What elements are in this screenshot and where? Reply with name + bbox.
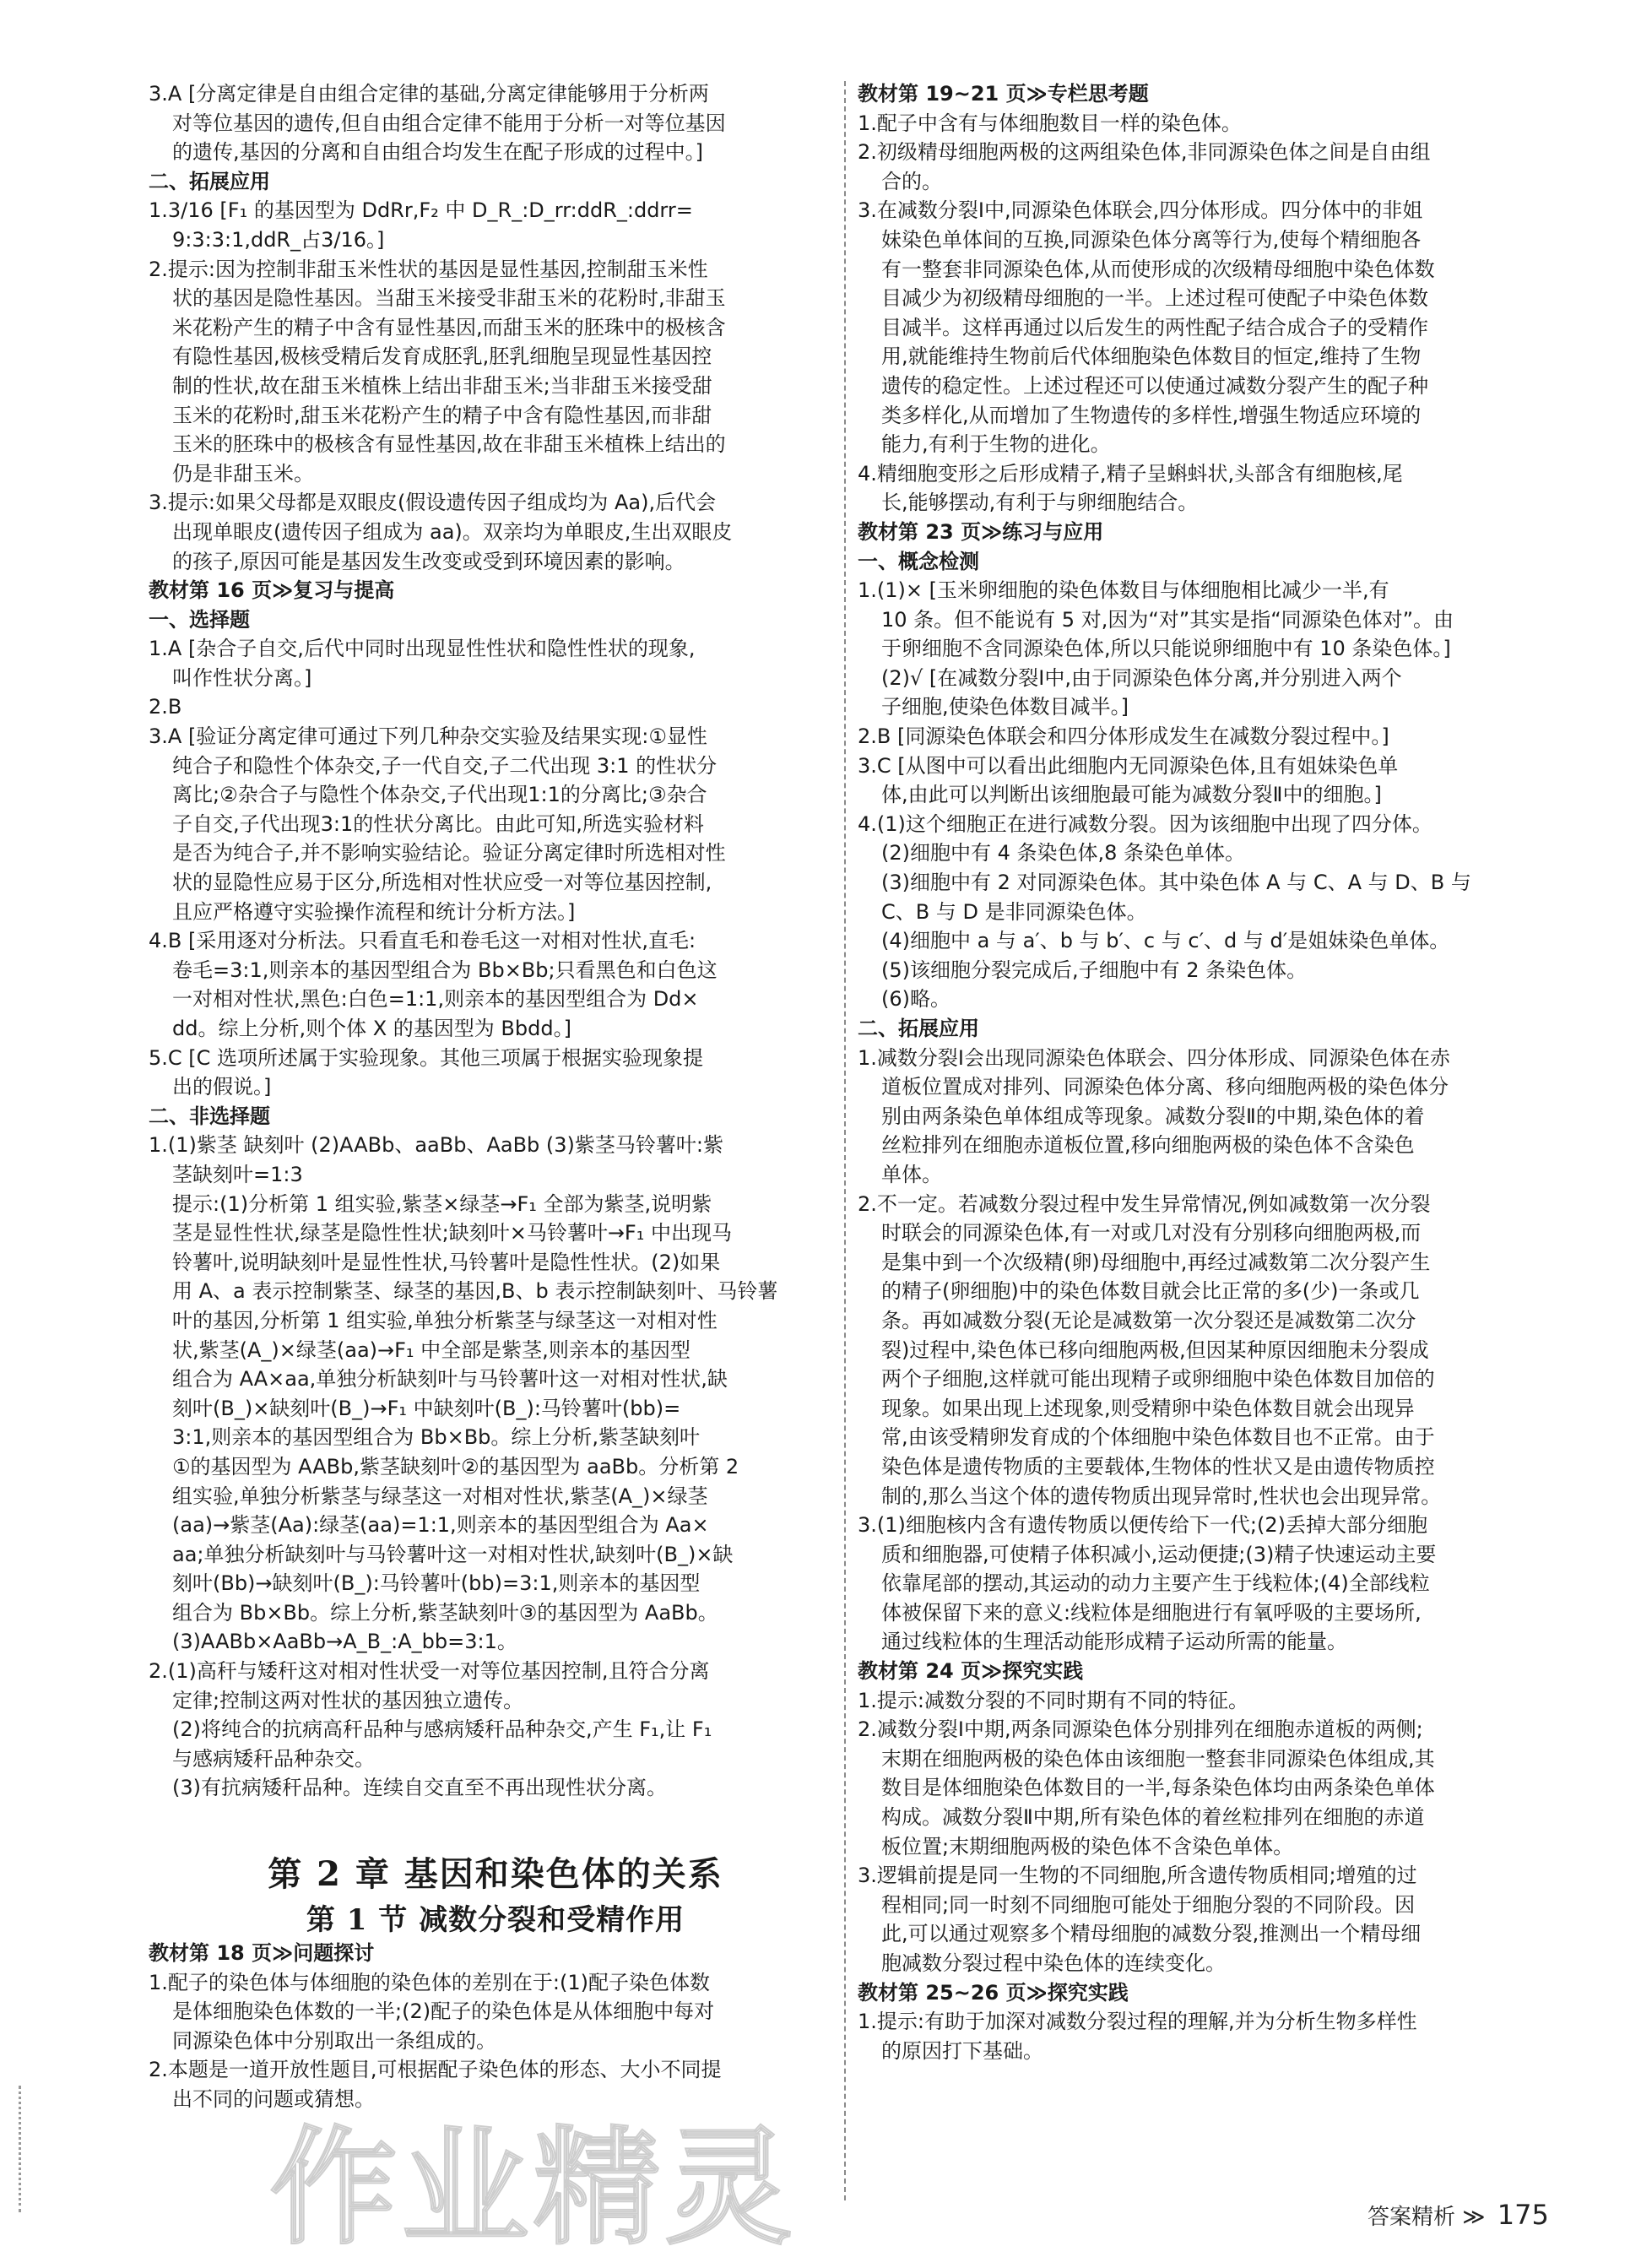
text-line: 单体。 xyxy=(881,1162,942,1186)
text-line: 2.提示:因为控制非甜玉米性状的基因是显性基因,控制甜玉米性 xyxy=(149,257,708,281)
text-line: 时联会的同源染色体,有一对或几对没有分别移向细胞两极,而 xyxy=(881,1221,1422,1245)
text-line: (aa)→紫茎(Aa):绿茎(aa)=1:1,则亲本的基因型组合为 Aa× xyxy=(172,1513,709,1538)
section-header: 教材第 16 页≫复习与提高 xyxy=(149,578,395,603)
text-line: 组合为 Bb×Bb。综上分析,紫茎缺刻叶③的基因型为 AaBb。 xyxy=(172,1600,718,1625)
text-line: 是集中到一个次级精(卵)母细胞中,再经过减数第二次分裂产生 xyxy=(881,1250,1431,1274)
text-line: 卷毛=3:1,则亲本的基因型组合为 Bb×Bb;只看黑色和白色这 xyxy=(172,958,718,982)
text-line: 出不同的问题或猜想。 xyxy=(172,2086,375,2111)
text-line: aa;单独分析缺刻叶与马铃薯叶这一对相对性状,缺刻叶(B_)×缺 xyxy=(172,1542,734,1566)
text-line: 组合为 AA×aa,单独分析缺刻叶与马铃薯叶这一对相对性状,缺 xyxy=(172,1367,728,1392)
text-line: 目减少为初级精母细胞的一半。上述过程可使配子中染色体数 xyxy=(881,286,1428,311)
text-line: 体被保留下来的意义:线粒体是细胞进行有氧呼吸的主要场所, xyxy=(881,1600,1422,1625)
text-line: 出现单眼皮(遗传因子组成为 aa)。双亲均为单眼皮,生出双眼皮 xyxy=(172,519,733,544)
text-line: C、B 与 D 是非同源染色体。 xyxy=(881,899,1147,924)
text-line: 子自交,子代出现3:1的性状分离比。由此可知,所选实验材料 xyxy=(172,811,704,836)
text-line: 质和细胞器,可使精子体积减小,运动便捷;(3)精子快速运动主要 xyxy=(881,1542,1437,1566)
text-line: 1.(1)× [玉米卵细胞的染色体数目与体细胞相比减少一半,有 xyxy=(858,578,1389,603)
text-line: 现象。如果出现上述现象,则受精卵中染色体数目就会出现异 xyxy=(881,1396,1415,1420)
left-column xyxy=(149,79,842,1803)
text-line: 长,能够摆动,有利于与卵细胞结合。 xyxy=(881,491,1199,515)
text-line: 2.(1)高秆与矮秆这对相对性状受一对等位基因控制,且符合分离 xyxy=(149,1659,710,1684)
text-line: 染色体是遗传物质的主要载体,生物体的性状又是由遗传物质控 xyxy=(881,1454,1435,1479)
page-footer xyxy=(1368,2199,1549,2231)
text-line: 3.A [验证分离定律可通过下列几种杂交实验及结果实现:①显性 xyxy=(149,724,707,749)
section-header: 教材第 18 页≫问题探讨 xyxy=(149,1941,375,1965)
text-line: 10 条。但不能说有 5 对,因为“对”其实是指“同源染色体对”。由 xyxy=(881,607,1454,632)
text-line: (4)细胞中 a 与 a′、b 与 b′、c 与 c′、d 与 d′是姐妹染色单体。 xyxy=(881,929,1450,953)
text-line: 刻叶(Bb)→缺刻叶(B_):马铃薯叶(bb)=3:1,则亲本的基因型 xyxy=(172,1571,701,1596)
text-line: 状,紫茎(A_)×绿茎(aa)→F₁ 中全部是紫茎,则亲本的基因型 xyxy=(172,1337,691,1362)
text-line: 叫作性状分离。] xyxy=(172,665,312,690)
section-title: 第 1 节 减数分裂和受精作用 xyxy=(306,1903,685,1937)
text-line: 仍是非甜玉米。 xyxy=(172,461,314,486)
text-line: 体,由此可以判断出该细胞最可能为减数分裂Ⅱ中的细胞。] xyxy=(881,783,1382,807)
text-line: 1.提示:有助于加深对减数分裂过程的理解,并为分析生物多样性 xyxy=(858,2010,1417,2034)
text-line: 程相同;同一时刻不同细胞可能处于细胞分裂的不同阶段。因 xyxy=(881,1892,1416,1917)
text-line: 刻叶(B_)×缺刻叶(B_)→F₁ 中缺刻叶(B_):马铃薯叶(bb)= xyxy=(172,1396,681,1420)
text-line: 玉米的花粉时,甜玉米花粉产生的精子中含有隐性基因,而非甜 xyxy=(172,403,712,427)
text-line: 的原因打下基础。 xyxy=(881,2038,1043,2063)
text-line: 叶的基因,分析第 1 组实验,单独分析紫茎与绿茎这一对相对性 xyxy=(172,1308,718,1332)
text-line: 1.配子的染色体与体细胞的染色体的差别在于:(1)配子染色体数 xyxy=(149,1970,710,1994)
text-line: 别由两条染色单体组成等现象。减数分裂Ⅱ的中期,染色体的着 xyxy=(881,1104,1425,1128)
text-line: 子细胞,使染色体数目减半。] xyxy=(881,695,1129,719)
section-header: 教材第 23 页≫练习与应用 xyxy=(858,519,1104,544)
text-line: 玉米的胚珠中的极核含有显性基因,故在非甜玉米植株上结出的 xyxy=(172,432,726,457)
text-line: 条。再如减数分裂(无论是减数第一次分裂还是减数第二次分 xyxy=(881,1308,1416,1332)
text-line: 一对相对性状,黑色:白色=1:1,则亲本的基因型组合为 Dd× xyxy=(172,987,699,1012)
text-line: 1.A [杂合子自交,后代中同时出现显性性状和隐性性状的现象, xyxy=(149,637,696,661)
subsection-heading: 一、概念检测 xyxy=(858,549,979,573)
section-header: 教材第 24 页≫探究实践 xyxy=(858,1659,1084,1684)
chapter-title: 第 2 章 基因和染色体的关系 xyxy=(268,1854,723,1894)
text-line: 有隐性基因,极核受精后发育成胚乳,胚乳细胞呈现显性基因控 xyxy=(172,345,712,369)
text-line: 制的性状,故在甜玉米植株上结出非甜玉米;当非甜玉米接受甜 xyxy=(172,373,712,398)
text-line: 两个子细胞,这样就可能出现精子或卵细胞中染色体数目加倍的 xyxy=(881,1367,1435,1392)
text-line: 丝粒排列在细胞赤道板位置,移向细胞两极的染色体不含染色 xyxy=(881,1133,1415,1158)
text-line: (2)细胞中有 4 条染色体,8 条染色单体。 xyxy=(881,841,1246,865)
text-line: dd。综上分析,则个体 X 的基因型为 Bbdd。] xyxy=(172,1017,571,1040)
text-line: 2.初级精母细胞两极的这两组染色体,非同源染色体之间是自由组 xyxy=(858,140,1431,165)
text-line: 依靠尾部的摆动,其运动的动力主要产生于线粒体;(4)全部线粒 xyxy=(881,1571,1430,1596)
subsection-heading: 二、非选择题 xyxy=(149,1104,270,1128)
text-line: 茎是显性性状,绿茎是隐性性状;缺刻叶×马铃薯叶→F₁ 中出现马 xyxy=(172,1221,732,1245)
text-line: 遗传的稳定性。上述过程还可以使通过减数分裂产生的配子种 xyxy=(881,373,1428,398)
text-line: (5)该细胞分裂完成后,子细胞中有 2 条染色体。 xyxy=(881,958,1308,982)
text-line: (6)略。 xyxy=(881,987,950,1012)
subsection-heading: 二、拓展应用 xyxy=(149,169,270,193)
text-line: 构成。减数分裂Ⅱ中期,所有染色体的着丝粒排列在细胞的赤道 xyxy=(881,1805,1425,1830)
text-line: 定律;控制这两对性状的基因独立遗传。 xyxy=(172,1688,524,1712)
subsection-heading: 二、拓展应用 xyxy=(858,1017,979,1040)
text-line: 妹染色单体间的互换,同源染色体分离等行为,使每个精细胞各 xyxy=(881,227,1422,252)
text-line: 数目是体细胞染色体数目的一半,每条染色体均由两条染色单体 xyxy=(881,1776,1435,1800)
text-line: 2.减数分裂Ⅰ中期,两条同源染色体分别排列在细胞赤道板的两侧; xyxy=(858,1717,1423,1742)
text-line: (3)有抗病矮秆品种。连续自交直至不再出现性状分离。 xyxy=(172,1776,667,1800)
text-line: 类多样化,从而增加了生物遗传的多样性,增强生物适应环境的 xyxy=(881,403,1422,427)
text-line: 有一整套非同源染色体,从而使形成的次级精母细胞中染色体数 xyxy=(881,257,1435,281)
text-line: 4.精细胞变形之后形成精子,精子呈蝌蚪状,头部含有细胞核,尾 xyxy=(858,461,1403,486)
text-line: 此,可以通过观察多个精母细胞的减数分裂,推测出一个精母细 xyxy=(881,1922,1422,1946)
text-line: 3:1,则亲本的基因型组合为 Bb×Bb。综上分析,紫茎缺刻叶 xyxy=(172,1425,701,1450)
text-line: 3.提示:如果父母都是双眼皮(假设遗传因子组成均为 Aa),后代会 xyxy=(149,491,717,515)
text-line: 能力,有利于生物的进化。 xyxy=(881,432,1111,457)
text-line: 1.配子中含有与体细胞数目一样的染色体。 xyxy=(858,111,1242,135)
section-header: 教材第 19~21 页≫专栏思考题 xyxy=(858,82,1149,106)
text-line: 于卵细胞不含同源染色体,所以只能说卵细胞中有 10 条染色体。] xyxy=(881,637,1451,661)
text-line: 胞减数分裂过程中染色体的连续变化。 xyxy=(881,1951,1226,1975)
text-line: 铃薯叶,说明缺刻叶是显性性状,马铃薯叶是隐性性状。(2)如果 xyxy=(172,1250,721,1274)
text-line: (2)√ [在减数分裂Ⅰ中,由于同源染色体分离,并分别进入两个 xyxy=(881,665,1402,690)
text-line: 状的显隐性应易于区分,所选相对性状应受一对等位基因控制, xyxy=(172,871,712,895)
text-line: 纯合子和隐性个体杂交,子一代自交,子二代出现 3:1 的性状分 xyxy=(172,753,718,778)
text-line: 状的基因是隐性基因。当甜玉米接受非甜玉米的花粉时,非甜玉 xyxy=(172,286,726,311)
text-line: 用,就能维持生物前后代体细胞染色体数目的恒定,维持了生物 xyxy=(881,345,1422,369)
text-line: 3.(1)细胞核内含有遗传物质以便传给下一代;(2)丢掉大部分细胞 xyxy=(858,1513,1427,1538)
text-line: 4.B [采用逐对分析法。只看直毛和卷毛这一对相对性状,直毛: xyxy=(149,929,696,953)
text-line: 同源染色体中分别取出一条组成的。 xyxy=(172,2028,496,2053)
text-line: 3.C [从图中可以看出此细胞内无同源染色体,且有姐妹染色单 xyxy=(858,753,1399,778)
text-line: 常,由该受精卵发育成的个体细胞中染色体数目也不正常。由于 xyxy=(881,1425,1435,1450)
text-line: 裂)过程中,染色体已移向细胞两极,但因某种原因细胞未分裂成 xyxy=(881,1337,1429,1362)
text-line: 的精子(卵细胞)中的染色体数目就会比正常的多(少)一条或几 xyxy=(881,1279,1420,1304)
text-line: 1.提示:减数分裂的不同时期有不同的特征。 xyxy=(858,1688,1248,1712)
text-line: 4.(1)这个细胞正在进行减数分裂。因为该细胞中出现了四分体。 xyxy=(858,811,1432,836)
text-line: 1.(1)紫茎 缺刻叶 (2)AABb、aaBb、AaBb (3)紫茎马铃薯叶:紫 xyxy=(149,1133,723,1158)
text-line: 是否为纯合子,并不影响实验结论。验证分离定律时所选相对性 xyxy=(172,841,726,865)
text-line: 米花粉产生的精子中含有显性基因,而甜玉米的胚珠中的极核含 xyxy=(172,315,726,339)
section-header: 教材第 25~26 页≫探究实践 xyxy=(858,1980,1129,2005)
text-line: 3.在减数分裂Ⅰ中,同源染色体联会,四分体形成。四分体中的非姐 xyxy=(858,198,1423,223)
subsection-heading: 一、选择题 xyxy=(149,607,250,632)
text-line: (2)将纯合的抗病高秆品种与感病矮秆品种杂交,产生 F₁,让 F₁ xyxy=(172,1717,712,1742)
text-line: 用 A、a 表示控制紫茎、绿茎的基因,B、b 表示控制缺刻叶、马铃薯 xyxy=(172,1279,778,1304)
text-line: 9:3:3:1,ddR_占3/16。] xyxy=(172,227,385,252)
text-line: 1.减数分裂Ⅰ会出现同源染色体联会、四分体形成、同源染色体在赤 xyxy=(858,1045,1450,1070)
text-line: 3.A [分离定律是自由组合定律的基础,分离定律能够用于分析两 xyxy=(149,82,709,106)
text-line: 2.本题是一道开放性题目,可根据配子染色体的形态、大小不同提 xyxy=(149,2058,722,2082)
text-line: 离比;②杂合子与隐性个体杂交,子代出现1:1的分离比;③杂合 xyxy=(172,783,707,807)
right-column xyxy=(858,79,1526,2065)
text-line: 2.B xyxy=(149,695,182,719)
text-line: 道板位置成对排列、同源染色体分离、移向细胞两极的染色体分 xyxy=(881,1075,1449,1099)
text-line: 目减半。这样再通过以后发生的两性配子结合成合子的受精作 xyxy=(881,315,1428,339)
text-line: (3)细胞中有 2 对同源染色体。其中染色体 A 与 C、A 与 D、B 与 xyxy=(881,871,1471,895)
footer-label: 答案精析 ≫ xyxy=(1368,2205,1486,2230)
text-line: 且应严格遵守实验操作流程和统计分析方法。] xyxy=(172,899,576,924)
text-line: 3.逻辑前提是同一生物的不同细胞,所含遗传物质相同;增殖的过 xyxy=(858,1864,1417,1888)
text-line: 提示:(1)分析第 1 组实验,紫茎×绿茎→F₁ 全部为紫茎,说明紫 xyxy=(172,1191,712,1216)
text-line: 5.C [C 选项所述属于实验现象。其他三项属于根据实验现象提 xyxy=(149,1045,704,1070)
text-line: 的遗传,基因的分离和自由组合均发生在配子形成的过程中。] xyxy=(172,140,703,165)
text-line: 的孩子,原因可能是基因发生改变或受到环境因素的影响。 xyxy=(172,549,685,573)
text-line: 1.3/16 [F₁ 的基因型为 DdRr,F₂ 中 D_R_:D_rr:ddR_:ddrr= xyxy=(149,198,693,223)
text-line: 是体细胞染色体数的一半;(2)配子的染色体是从体细胞中每对 xyxy=(172,1999,715,2024)
edge-marks xyxy=(19,2086,26,2212)
text-line: 板位置;末期细胞两极的染色体不含染色单体。 xyxy=(881,1834,1294,1858)
text-line: 通过线粒体的生理活动能形成精子运动所需的能量。 xyxy=(881,1630,1347,1654)
text-line: 合的。 xyxy=(881,169,942,193)
text-line: 2.不一定。若减数分裂过程中发生异常情况,例如减数第一次分裂 xyxy=(858,1191,1431,1216)
column-divider xyxy=(844,81,846,2200)
page-number: 175 xyxy=(1497,2199,1549,2231)
text-line: 对等位基因的遗传,但自由组合定律不能用于分析一对等位基因 xyxy=(172,111,726,135)
text-line: 出的假说。] xyxy=(172,1075,272,1099)
text-line: 组实验,单独分析紫茎与绿茎这一对相对性状,紫茎(A_)×绿茎 xyxy=(172,1484,708,1508)
text-line: 茎缺刻叶=1:3 xyxy=(172,1162,303,1186)
text-line: ①的基因型为 AABb,紫茎缺刻叶②的基因型为 aaBb。分析第 2 xyxy=(172,1454,739,1479)
watermark: 作业精灵 xyxy=(270,2115,798,2262)
text-line: 末期在细胞两极的染色体由该细胞一整套非同源染色体组成,其 xyxy=(881,1746,1435,1771)
text-line: (3)AABb×AaBb→A_B_:A_bb=3:1。 xyxy=(172,1630,517,1654)
text-line: 2.B [同源染色体联会和四分体形成发生在减数分裂过程中。] xyxy=(858,724,1389,749)
text-line: 与感病矮秆品种杂交。 xyxy=(172,1746,375,1771)
text-line: 制的,那么当这个体的遗传物质出现异常时,性状也会出现异常。 xyxy=(881,1484,1442,1508)
